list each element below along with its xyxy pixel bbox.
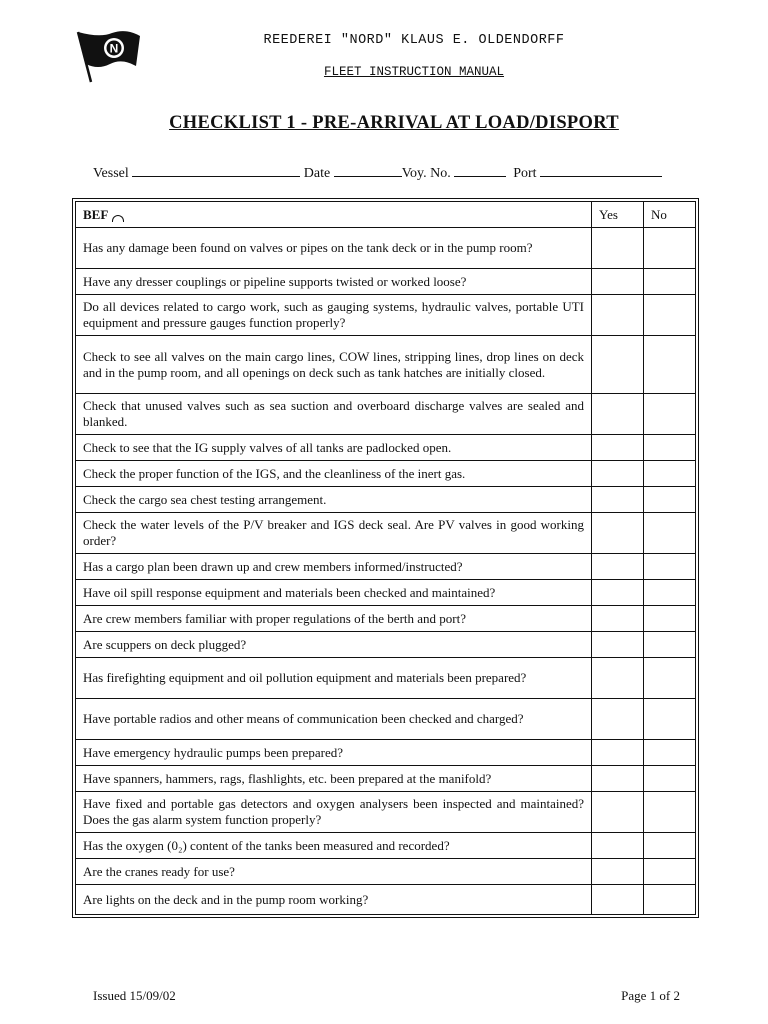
question-text: Have fixed and portable gas detectors and oxygen analysers been inspected and maintained? Does the gas alarm system function properly? [76,792,592,833]
table-row [76,632,696,658]
port-label: Port [513,166,537,181]
question-text: Are lights on the deck and in the pump room working? [76,885,592,915]
no-checkbox-cell[interactable] [644,336,696,394]
question-text: Have emergency hydraulic pumps been prepared? [76,740,592,766]
question-text: Check to see that the IG supply valves of all tanks are padlocked open. [76,435,592,461]
yes-checkbox-cell[interactable] [592,554,644,580]
question-text: Are crew members familiar with proper regulations of the berth and port? [76,606,592,632]
question-text: Check to see all valves on the main cargo lines, COW lines, stripping lines, drop lines on deck and in the pump room, and all openings on deck such as tank hatches are initially closed. [76,336,592,394]
yes-checkbox-cell[interactable] [592,766,644,792]
table-row [76,487,696,513]
no-checkbox-cell[interactable] [644,228,696,269]
table-row [76,554,696,580]
yes-checkbox-cell[interactable] [592,658,644,699]
table-row [76,269,696,295]
no-checkbox-cell[interactable] [644,394,696,435]
table-row [76,658,696,699]
yes-checkbox-cell[interactable] [592,792,644,833]
table-row [76,513,696,554]
checklist-table [72,198,699,918]
yes-checkbox-cell[interactable] [592,487,644,513]
date-label: Date [303,166,331,181]
table-row [76,885,696,915]
yes-checkbox-cell[interactable] [592,833,644,859]
yes-checkbox-cell[interactable] [592,580,644,606]
question-text: Check the proper function of the IGS, and the cleanliness of the inert gas. [76,461,592,487]
no-checkbox-cell[interactable] [644,580,696,606]
issued-date: Issued 15/09/02 [93,988,176,1003]
table-row [76,435,696,461]
no-header: No [644,202,696,228]
vessel-field[interactable] [132,164,300,177]
question-text: Has firefighting equipment and oil pollution equipment and materials been prepared? [76,658,592,699]
question-text: Do all devices related to cargo work, such as gauging systems, hydraulic valves, portable UTI equipment and pressure gauges function properly? [76,295,592,336]
question-text: Check the water levels of the P/V breaker and IGS deck seal. Are PV valves in good working order? [76,513,592,554]
no-checkbox-cell[interactable] [644,658,696,699]
yes-checkbox-cell[interactable] [592,859,644,885]
table-row [76,295,696,336]
no-checkbox-cell[interactable] [644,859,696,885]
table-row [76,699,696,740]
question-text: Are scuppers on deck plugged? [76,632,592,658]
no-checkbox-cell[interactable] [644,885,696,915]
yes-checkbox-cell[interactable] [592,394,644,435]
no-checkbox-cell[interactable] [644,606,696,632]
question-text: Have oil spill response equipment and materials been checked and maintained? [76,580,592,606]
question-text: Have any dresser couplings or pipeline supports twisted or worked loose? [76,269,592,295]
vessel-info-line [93,164,662,182]
yes-checkbox-cell[interactable] [592,699,644,740]
table-row [76,336,696,394]
yes-checkbox-cell[interactable] [592,336,644,394]
question-text: Check that unused valves such as sea suction and overboard discharge valves are sealed and blanked. [76,394,592,435]
no-checkbox-cell[interactable] [644,513,696,554]
table-row [76,859,696,885]
yes-checkbox-cell[interactable] [592,513,644,554]
yes-checkbox-cell[interactable] [592,740,644,766]
yes-checkbox-cell[interactable] [592,295,644,336]
company-name: REEDEREI "NORD" KLAUS E. OLDENDORFF [263,33,565,48]
no-checkbox-cell[interactable] [644,269,696,295]
question-text: Have portable radios and other means of communication been checked and charged? [76,699,592,740]
bef-header: BEF [76,202,592,228]
voy-field[interactable] [454,164,506,177]
no-checkbox-cell[interactable] [644,792,696,833]
yes-checkbox-cell[interactable] [592,606,644,632]
date-field[interactable] [334,164,402,177]
table-row [76,792,696,833]
flag-letter: N [109,41,119,56]
vessel-label: Vessel [93,166,129,181]
no-checkbox-cell[interactable] [644,487,696,513]
table-row [76,740,696,766]
no-checkbox-cell[interactable] [644,766,696,792]
no-checkbox-cell[interactable] [644,295,696,336]
no-checkbox-cell[interactable] [644,833,696,859]
table-row [76,606,696,632]
port-field[interactable] [540,164,662,177]
yes-checkbox-cell[interactable] [592,632,644,658]
no-checkbox-cell[interactable] [644,740,696,766]
yes-checkbox-cell[interactable] [592,435,644,461]
question-text: Check the cargo sea chest testing arrangement. [76,487,592,513]
table-row [76,461,696,487]
no-checkbox-cell[interactable] [644,554,696,580]
table-row [76,580,696,606]
yes-checkbox-cell[interactable] [592,269,644,295]
question-text: Has a cargo plan been drawn up and crew members informed/instructed? [76,554,592,580]
manual-title: FLEET INSTRUCTION MANUAL [323,65,505,79]
no-checkbox-cell[interactable] [644,461,696,487]
question-text: Has any damage been found on valves or pipes on the tank deck or in the pump room? [76,228,592,269]
table-row [76,228,696,269]
question-text: Has the oxygen (0₂) content of the tanks been measured and recorded? [76,833,592,859]
page-title: CHECKLIST 1 - PRE-ARRIVAL AT LOAD/DISPORT [169,113,619,133]
question-text: Are the cranes ready for use? [76,859,592,885]
question-text: Have spanners, hammers, rags, flashlights, etc. been prepared at the manifold? [76,766,592,792]
no-checkbox-cell[interactable] [644,435,696,461]
table-row [76,833,696,859]
yes-checkbox-cell[interactable] [592,228,644,269]
voy-label: Voy. No. [401,166,451,181]
yes-header: Yes [592,202,644,228]
table-row [76,394,696,435]
no-checkbox-cell[interactable] [644,699,696,740]
yes-checkbox-cell[interactable] [592,885,644,915]
no-checkbox-cell[interactable] [644,632,696,658]
table-row [76,766,696,792]
yes-checkbox-cell[interactable] [592,461,644,487]
page-number: Page 1 of 2 [621,988,680,1003]
